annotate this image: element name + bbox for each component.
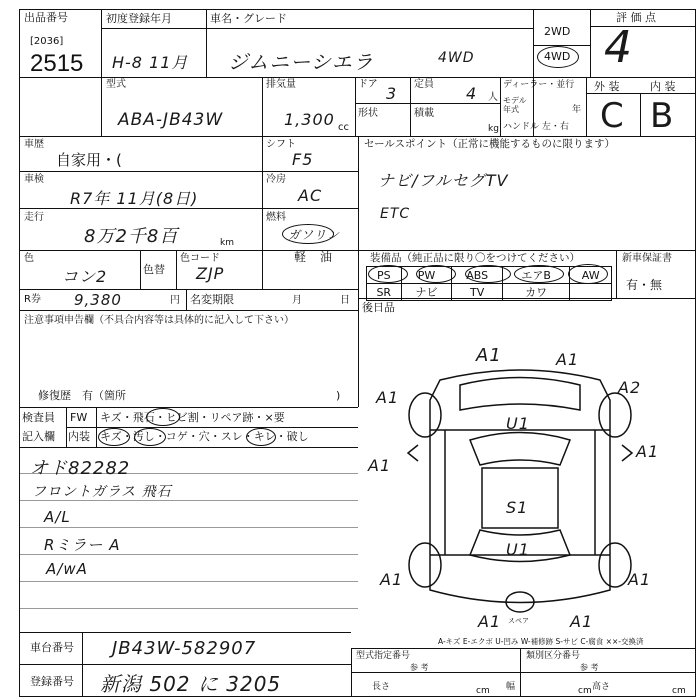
door-value: 3 — [386, 84, 398, 103]
diagram-legend: A-キズ E-エクボ U-凹み W-補修跡 S-サビ C-腐食 ××-交換済 — [438, 637, 644, 646]
inspector-row1: キズ・飛石・ヒビ割・リペア跡・×要 — [100, 411, 285, 424]
equip-abs: ABS — [452, 267, 503, 284]
drive-4wd: 4WD — [544, 50, 571, 63]
color-label: 色 — [24, 253, 34, 264]
load-label: 積載 — [414, 108, 434, 119]
cc-value: 1,300 — [284, 110, 335, 129]
stain-circle — [134, 428, 166, 446]
chassis-value: JB43W-582907 — [112, 638, 257, 659]
shape-label: 形状 — [358, 108, 378, 119]
exterior-value: C — [600, 96, 625, 136]
color-swatch-label: 色替 — [143, 263, 165, 276]
inspection-value: R7年 11月(8日) — [70, 189, 199, 208]
equip-aw: AW — [570, 267, 612, 284]
reg-value: 新潟 502 に 3205 — [100, 672, 282, 696]
sales-line1: ナビ/フルセグTV — [378, 171, 509, 190]
lot-label: 出品番号 — [24, 11, 68, 24]
mark-left-front-a1: A1 — [376, 388, 400, 407]
ac-label: 冷房 — [266, 174, 286, 185]
mark-front-right-a1: A1 — [556, 350, 580, 369]
inspector-interior: 内装 — [68, 430, 90, 443]
category-label: 類別区分番号 — [526, 651, 581, 661]
width-cm: cm — [578, 686, 592, 696]
airbag-circle — [514, 265, 564, 283]
chassis-label: 車台番号 — [30, 641, 74, 654]
mark-right-rear-a1: A1 — [628, 570, 652, 589]
equip-tv: TV — [452, 284, 503, 301]
fuel-oil: 油 — [320, 250, 333, 264]
mark-right-a2: A2 — [618, 378, 642, 397]
drive-2wd: 2WD — [544, 25, 571, 38]
reg-label: 登録番号 — [30, 675, 74, 688]
color-value: コン2 — [62, 267, 108, 286]
equip-leather: カワ — [502, 284, 569, 301]
equip-navi: ナビ — [401, 284, 452, 301]
mileage-value: 8万2千8百 — [84, 226, 179, 247]
interior-value: B — [650, 96, 675, 136]
height-label: 高さ — [592, 682, 611, 692]
model-value: ABA-JB43W — [118, 110, 224, 130]
chip-circle — [146, 408, 180, 426]
color-code-label: 色コード — [180, 253, 220, 264]
model-year-label: モデル年式 — [503, 96, 527, 114]
exterior-label: 外 装 — [594, 80, 620, 93]
warranty-value: 有・無 — [626, 278, 663, 292]
sales-label: セールスポイント（正常に機能するものに限ります） — [364, 138, 616, 150]
inspector-note-0: オド82282 — [30, 458, 131, 479]
shift-label: シフト — [266, 139, 296, 150]
spare-label: スペア — [508, 617, 529, 625]
inspector-fw: FW — [70, 411, 88, 424]
scratch-circle — [98, 428, 130, 446]
car-grade-value: 4WD — [438, 50, 475, 66]
inspector-note-4: A/wA — [46, 560, 88, 578]
mileage-label: 走行 — [24, 212, 44, 223]
sales-line2: ETC — [380, 206, 411, 222]
shift-value: F5 — [292, 150, 314, 169]
capacity-unit: 人 — [488, 92, 498, 103]
notes-label: 注意事項申告欄（不具合内容等は具体的に記入して下さい） — [24, 315, 294, 326]
mark-front-a1: A1 — [476, 345, 502, 366]
length-label: 長さ — [372, 682, 391, 692]
mark-rear-a1: A1 — [478, 612, 502, 631]
car-name-label: 車名・グレード — [210, 12, 287, 25]
dealer-label: ディーラー・並行 — [503, 80, 575, 90]
color-code-value: ZJP — [196, 264, 225, 283]
inspector-label2: 記入欄 — [22, 430, 55, 443]
score-label: 評 価 点 — [616, 11, 656, 24]
mark-roof-s1: S1 — [506, 498, 529, 517]
inspector-note-3: Rミラー A — [44, 536, 121, 554]
mileage-unit: km — [220, 238, 234, 248]
inspector-note-2: A/L — [44, 508, 71, 526]
wear-circle — [246, 428, 276, 446]
equip-ps: PS — [367, 267, 402, 284]
equip-airbag: エアB — [502, 267, 569, 284]
inspector-row2: キズ・汚し・コゲ・穴・スレ・キレ・破し — [100, 430, 309, 443]
inspector-label1: 検査員 — [22, 411, 55, 424]
inspector-note-1: フロントガラス 飛石 — [32, 484, 172, 500]
valid-day: 日 — [340, 295, 350, 306]
warranty-label: 新車保証書 — [622, 253, 672, 264]
capacity-label: 定員 — [414, 79, 434, 90]
history-value: 自家用・( — [56, 151, 122, 169]
mark-rear-u1: U1 — [506, 540, 530, 559]
designated-label: 型式指定番号 — [356, 651, 411, 661]
rear-seat-label: 後日品 — [362, 301, 395, 314]
lot-number: 2515 — [30, 50, 84, 77]
width-label: 幅 — [506, 682, 516, 692]
ps-circle — [368, 265, 408, 283]
length-cm: cm — [476, 686, 490, 696]
handle-label: ハンドル 左・右 — [503, 122, 569, 132]
ref-label-2: 参 考 — [580, 663, 599, 672]
load-unit: kg — [488, 124, 499, 134]
capacity-value: 4 — [466, 84, 478, 103]
mark-hood-u1: U1 — [506, 414, 530, 433]
inspection-label: 車検 — [24, 174, 44, 185]
equipment-label: 装備品（純正品に限り〇をつけてください） — [370, 252, 580, 264]
aw-circle — [568, 264, 608, 284]
mark-rear-right-a1: A1 — [570, 612, 594, 631]
recycle-value: 9,380 — [74, 291, 122, 309]
door-label: ドア — [358, 79, 378, 90]
equip-sr: SR — [367, 284, 402, 301]
valid-month: 月 — [292, 295, 302, 306]
first-reg-value: H-8 11月 — [112, 53, 189, 72]
mark-right-side-a1: A1 — [636, 442, 660, 461]
recycle-unit: 円 — [170, 295, 180, 306]
history-label: 車歴 — [24, 139, 44, 150]
repair-label: 修復歴 有（箇所 — [38, 389, 126, 402]
fuel-light: 軽 — [294, 250, 307, 264]
abs-circle — [465, 265, 511, 283]
interior-label: 内 装 — [650, 80, 676, 93]
cc-unit: cc — [338, 122, 349, 133]
cc-label: 排気量 — [266, 79, 296, 90]
lot-sub: [2036] — [30, 36, 64, 47]
ref-label-1: 参 考 — [410, 663, 429, 672]
fuel-label: 燃料 — [266, 212, 286, 223]
car-name-value: ジムニーシエラ — [228, 50, 374, 74]
height-cm: cm — [672, 686, 686, 696]
first-reg-label: 初度登録年月 — [106, 12, 172, 25]
score-value: 4 — [604, 22, 633, 73]
equip-pw: PW — [401, 267, 452, 284]
ac-value: AC — [298, 186, 323, 205]
pw-circle — [416, 265, 456, 283]
mark-left-rear-a1: A1 — [380, 570, 404, 589]
valid-label: 名変期限 — [190, 293, 234, 306]
mark-left-side-a1: A1 — [368, 456, 392, 475]
year-unit: 年 — [572, 105, 582, 115]
recycle-label: R券 — [24, 294, 41, 305]
fuel-value: ガソリン — [288, 228, 341, 242]
model-label: 型式 — [106, 79, 126, 90]
repair-close: ) — [336, 389, 341, 402]
